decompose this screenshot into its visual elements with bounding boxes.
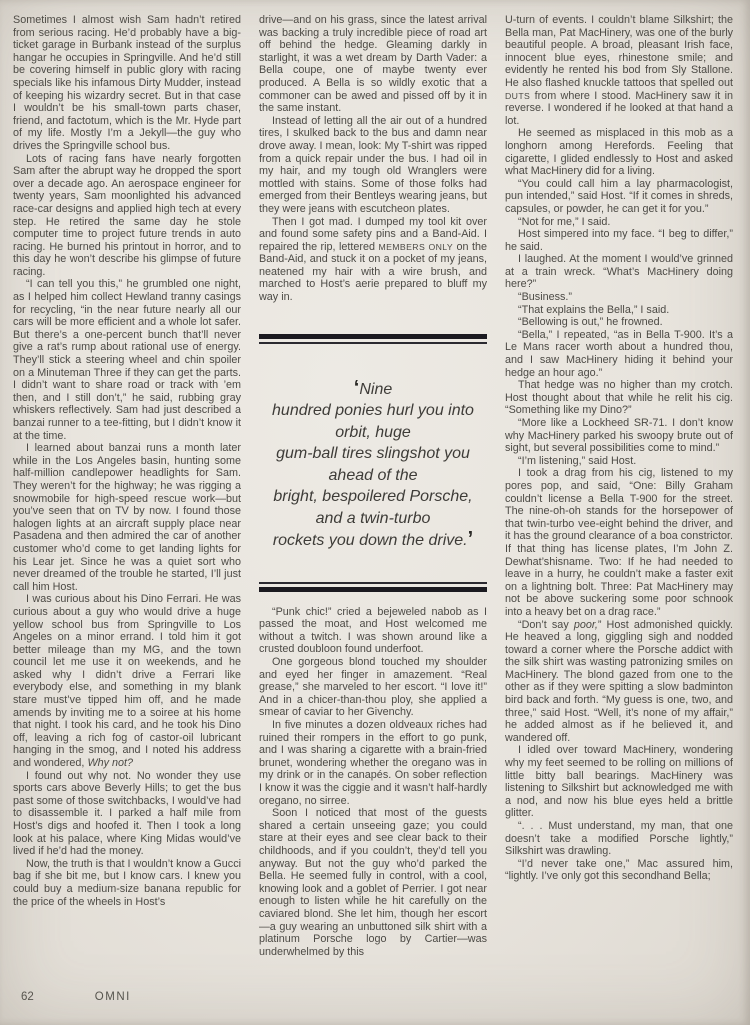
paragraph-text: ” Host admonished quickly. He heaved a long, giggling sigh and nodded toward a corner where the Porsche addict with the silk shirt was wasting patronizing smiles on MacHinery. The blond gazed from one to the other as if they were spitting a slow badminton bird back and forth. “My guess is one, two, and three,” said Host. “Well, it’s none of my affair,” he added almost as if he believed it, and wandered off. [505,618,733,744]
pull-quote-line: rockets you down the drive.’ [272,528,474,551]
page-footer [21,991,131,1003]
paragraph-text: “. . . Must understand, my man, that one doesn’t take a modified Porsche lightly,” Silkshirt was drawling. [505,820,733,858]
paragraph-text: I found out why not. No wonder they use sports cars above Beverly Hills; to get the bus past some of those switchbacks, I would’ve had to disassemble it. I parked a half mile from Host’s digs and hoofed it. Then I took a long look at his palace, where King Midas would’ve lived if he’d had the money. [13,769,241,858]
paragraph-text: U-turn of events. I couldn’t blame Silkshirt; the Bella man, Pat MacHinery, was one of the burly beautiful people. A broad, pleasant Irish face, innocent blue eyes, rhinestone smile; and evidently he rented his bod from Sly Stallone. He also flashed knuckle tattoos that spelled out [505,14,733,89]
paragraph [505,744,733,820]
paragraph [13,858,241,908]
column-3 [505,14,733,1016]
paragraph [505,178,733,216]
paragraph-text: drive—and on his grass, since the latest arrival was backing a truly incredible piece of road art off behind the hedge. Gleaming darkly in starlight, it was a wet dream by Darth Vader: a Bella coupe, one of maybe twenty ever produced. A Bella is so wildly exotic that a commoner can be awed and pissed off by it in the same instant. [259,14,487,115]
paragraph-text: “Not for me,” I said. [518,215,611,228]
paragraph-text: Host simpered into my face. “I beg to differ,” he said. [505,228,733,253]
paragraph-text: “I’d never take one,” Mac assured him, “lightly. I’ve only got this secondhand Bella; [505,857,733,883]
paragraph [13,442,241,593]
paragraph-text: In five minutes a dozen oldveaux riches had ruined their rompers in the effort to go punk, and I was sharing a cigarette with a brain-fried brunet, wondering whether the oregano was in my drink or in the canapés. On sober reflection I know it was the ciggie and it wasn’t half-hardly oregano, no sirree. [259,719,487,807]
paragraph [505,127,733,177]
paragraph [259,216,487,304]
paragraph [505,304,733,317]
paragraph-text: Then I got mad. I dumped my tool kit over and found some safety pins and a Band-Aid. I repaired the rip, lettered [259,215,487,253]
paragraph-text: One gorgeous blond touched my shoulder and eyed her finger in amazement. “Real grease,” she marveled to her escort. “I love it!” And in a chicer-than-thou ploy, she applied a smear of caviar to her Givenchy. [259,656,487,719]
magazine-name: OMNI [94,991,131,1003]
paragraph [505,417,733,455]
paragraph-text: I learned about banzai runs a month later while in the Los Angeles basin, hunting some half-million candlepower headlights for Sam. They weren’t for the highway; he was rigging a snowmobile for high-speed rescue work—but you’ve seen that on TV by now. I found those halogen lights at an aircraft supply place near Pasadena and then admired the car of another customer who’d come to get landing lights for his Lear jet. Since he was a quiet sort who never dreamed of the trouble he started, I’ll just call him Host. [13,442,241,593]
paragraph-text: “Don’t say [518,618,574,631]
paragraph-text: MEMBERS ONLY [378,241,454,252]
paragraph-text: “I can tell you this,” he grumbled one night, as I helped him collect Hewland tranny casings for recycling, “in the near future nearly all our cars will be more efficient and a whole lot safer. But there’s a one-percent bunch that’ll never give a rat’s rump about rational use of energy. They’ll stick a steering wheel and chin spoiler on a Minuteman Three if they can get the parts. I didn’t want to share road or track with ’em then, and I still don’t,” he said, rubbing gray whiskers reflectively. Sam had just described a banzai runner to a tee-fitting, but I didn’t know it at the time. [13,278,241,442]
paragraph [505,329,733,379]
paragraph-text: poor, [573,618,598,631]
paragraph-text: Sometimes I almost wish Sam hadn’t retired from serious racing. He’d probably have a big-ticket garage in Burbank instead of the surplus hangar he occupies in Springville. And he’d still be covering himself in public glory with racing specials like his infamous Dirty Mudder, instead of keeping his wizardry secret. But in that case I wouldn’t be his small-town parts chaser, friend, and factotum, which is the Mr. Hyde part of my life. Mostly I’m a Jekyll—the guy who drives the Springville school bus. [13,14,241,152]
paragraph-text: Lots of racing fans have nearly forgotten Sam after the abrupt way he dropped the sport over a decade ago. An aerospace engineer for twenty years, Sam moonlighted his advanced race-car designs and applied high tech at every step. He retired the same day he stole computer time to project future trends in auto racing. He burned his printout in horror, and to this day he won’t describe his glimpse of future racing. [13,152,241,278]
column-2 [259,14,487,1016]
pull-quote-line: gum-ball tires slingshot you [276,445,470,463]
paragraph-text: I took a drag from his cig, listened to my pores pop, and said, “One: Billy Graham couldn’t license a Bella T-900 for the street. The nine-oh-oh stands for the horsepower of that twin-turbo vee-eight behind the driver, and it has the ground clearance of a boa constrictor. If that thing has license plates, I’m John Z. Dewhat’shisname. Two: If he had needed to leave in a hurry, he couldn’t make a faster exit on a lightning bolt. Three: Pat MacHinery may not be above suckering some poor schnook into a heavy bet on a drag race.” [505,467,733,618]
paragraph [259,14,487,115]
pull-quote-bottom-rule-thin [259,582,487,584]
pull-quote-top-rule-thick [259,334,487,339]
paragraph [505,455,733,468]
pull-quote-line: orbit, huge [335,423,411,441]
paragraph-text: Now, the truth is that I wouldn’t know a Gucci bag if she bit me, but I know cars. I knew you could buy a medium-size banana republic for the price of the wheels in Host’s [13,857,241,908]
paragraph-text: He seemed as misplaced in this mob as a longhorn among Herefords. Feeling that cigarette, I glided endlessly to Host and asked what MacHinery did for a living. [505,127,733,178]
column-2-bottom-text [259,606,487,959]
pull-quote-line: ‘Nine [353,376,393,399]
paragraph-text: “Business.” [518,291,573,304]
paragraph-text: I idled over toward MacHinery, wondering why my feet seemed to be rolling on millions of little bitty ball bearings. MacHinery was listening to Silkshirt but acknowledged me with a nod, and now his blue eyes held a brittle glitter. [505,744,733,820]
paragraph [505,820,733,858]
column-1 [13,14,241,1016]
paragraph [259,719,487,807]
paragraph [505,228,733,253]
paragraph [13,14,241,153]
paragraph-text: from where I stood. MacHinery saw it in reverse. I wondered if he looked at that hand a lot. [505,89,733,127]
paragraph [259,606,487,656]
paragraph-text: “I’m listening,” said Host. [518,454,637,467]
pull-quote-text [259,344,487,582]
paragraph [505,291,733,304]
paragraph-text: “More like a Lockheed SR-71. I don’t know why MacHinery parked his swoopy brute out of sight, but several possibilities come to mind.” [505,417,733,455]
paragraph-text: I laughed. At the moment I would’ve grinned at a train wreck. “What’s MacHinery doing here?” [505,253,733,291]
paragraph-text: “You could call him a lay pharmacologist, pun intended,” said Host. “If it comes in shreds, capsules, or powder, he can get it for you.” [505,177,733,215]
open-quote-icon: ‘ [353,376,360,399]
paragraph [259,115,487,216]
column-2-top-text [259,14,487,304]
paragraph [505,379,733,417]
paragraph-text: That hedge was no higher than my crotch. Host thought about that while he relit his cig. “Something like my Dino?” [505,379,733,417]
paragraph-text: Instead of letting all the air out of a hundred tires, I skulked back to the bus and damn near drove away. I mean, look: My T-shirt was ripped from a quick repair under the bus. I had oil in my hair, and my tough old Wranglers were mottled with stains. Some of those folks had emerged from their Bentleys wearing jeans, but they were jeans with escutcheon plates. [259,114,487,215]
paragraph-text: Soon I noticed that most of the guests shared a certain unseeing gaze; you could stare at their eyes and see clear back to their childhoods, and if you couldn’t, they’d tell you anyway. But not the guy who’d parked the Bella. He seemed fully in control, with a cool, knowing look and a goblet of Perrier. I got near enough to listen while he hit carefully on the caviared blond. She let him, though her escort—a guy wearing an unbuttoned silk shirt with a platinum Porsche logo by Cartier—was underwhelmed by this [259,807,487,958]
pull-quote-bottom-rule-thick [259,587,487,592]
paragraph [505,253,733,291]
paragraph [505,619,733,745]
paragraph-text: Why not? [87,757,134,770]
page-number: 62 [21,991,34,1003]
paragraph-text: “Bellowing is out,” he frowned. [518,316,663,329]
paragraph [505,467,733,618]
paragraph [259,807,487,958]
paragraph-text: “Punk chic!” cried a bejeweled nabob as I passed the moat, and Host welcomed me without a twitch. I was shown around like a crusted doubloon found underfoot. [259,605,487,656]
close-quote-icon: ’ [467,528,474,551]
pull-quote [259,334,487,592]
paragraph [505,858,733,883]
paragraph [13,153,241,279]
paragraph-text: on the Band-Aid, and stuck it on a pocket of my jeans, neatened my hair with a wire brush, and marched to Host’s aerie prepared to bluff my way in. [259,240,487,304]
paragraph [13,593,241,769]
paragraph [505,216,733,229]
paragraph-text: I was curious about his Dino Ferrari. He was curious about a guy who would drive a huge yellow school bus from Springville to Los Angeles on a minor errand. I told him it got better mileage than my MG, and the town council let me use it on weekends, and he asked why I didn’t drive a Ferrari like everybody else, and something in my blank stare must’ve tipped him off, and he made amends by inviting me to a soiree at his home that night. I took his card, and he took his Dino off, leaving a rich fog of castor-oil lubricant hanging in the smog, and I noted his address and wondered, [13,593,241,770]
paragraph [505,316,733,329]
paragraph-text: DUTS [505,90,531,101]
paragraph [259,656,487,719]
pull-quote-line: ahead of the [328,466,418,484]
pull-quote-line: hundred ponies hurl you into [272,402,474,420]
paragraph-text: “Bella,” I repeated, “as in Bella T-900. It’s a Le Mans racer worth about a hundred thou, and I saw MacHinery hiding it behind your hedge an hour ago.” [505,328,733,379]
pull-quote-line: and a twin-turbo [315,509,431,527]
article-columns [13,14,733,1016]
paragraph [13,278,241,442]
paragraph-text: “That explains the Bella,” I said. [518,303,670,316]
paragraph [13,770,241,858]
paragraph [505,14,733,127]
pull-quote-line: bright, bespoilered Porsche, [273,488,473,506]
